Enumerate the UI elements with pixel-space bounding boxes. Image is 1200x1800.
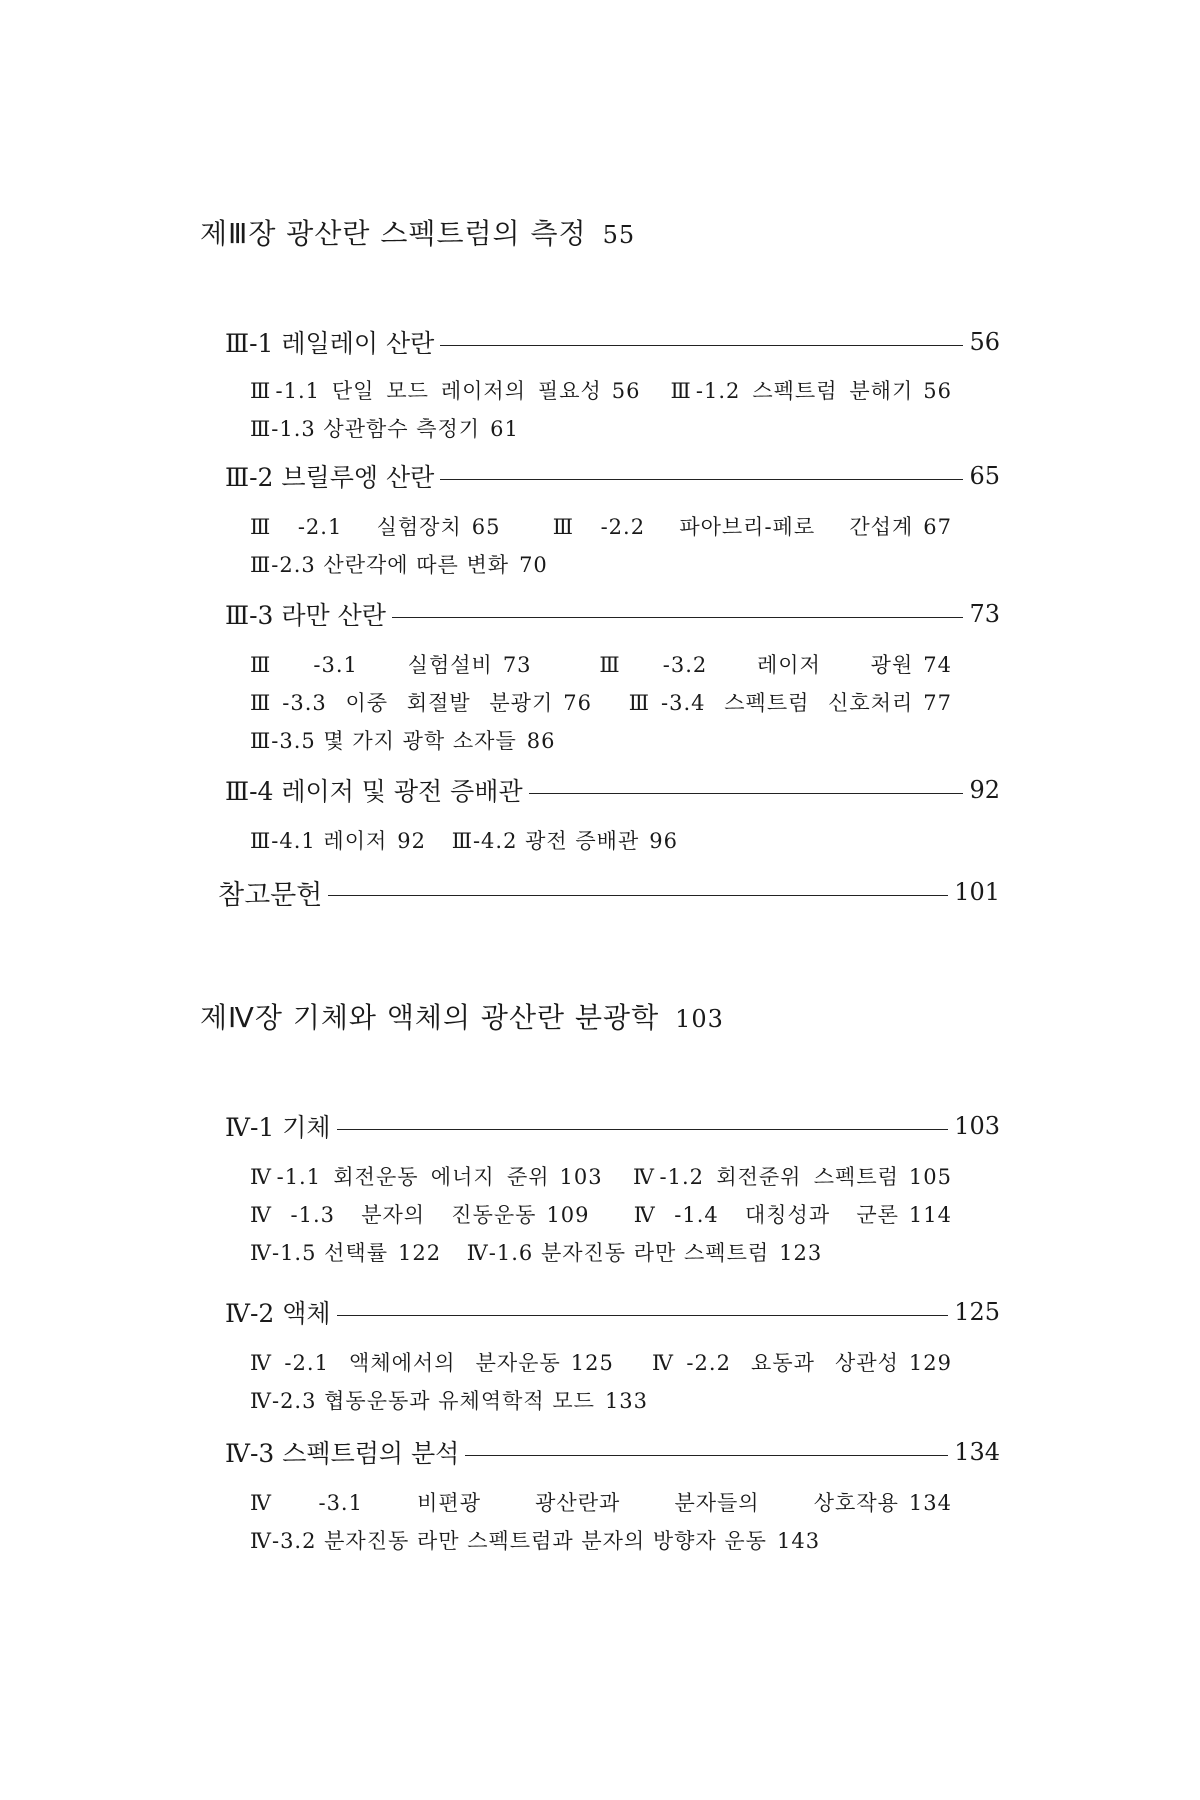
toc-subentry: [250, 1165, 603, 1189]
toc-subentry: [634, 1203, 952, 1227]
toc-subentry: [250, 553, 548, 577]
subentry-page: 133: [604, 1389, 649, 1413]
toc-subentry: [599, 653, 952, 677]
subentry-page: 125: [570, 1351, 614, 1375]
section-page-number: 65: [969, 462, 1000, 490]
subentry-label: Ⅳ-1.5 선택률: [250, 1241, 389, 1265]
subentry-label: Ⅲ-2.2 파아브리-페로 간섭계: [552, 515, 914, 539]
toc-subentry: [553, 515, 952, 539]
toc-subentry: [250, 1351, 614, 1375]
section-label: 참고문헌: [218, 879, 323, 911]
subentry-page: 109: [546, 1203, 590, 1227]
subentry-page: 74: [923, 653, 952, 677]
subentry-page: 105: [908, 1165, 952, 1189]
toc-subsections: [250, 372, 970, 448]
chapter-title: 제Ⅳ장 기체와 액체의 광산란 분광학: [200, 1001, 660, 1034]
toc-section: [225, 456, 1000, 496]
section-page-number: 125: [954, 1298, 1000, 1326]
leader-line: [328, 895, 948, 896]
subentry-label: Ⅳ-2.3 협동운동과 유체역학적 모드: [250, 1389, 595, 1413]
subentry-label: Ⅳ-1.6 분자진동 라만 스펙트럼: [466, 1241, 770, 1265]
subentry-label: Ⅲ-3.2 레이저 광원: [599, 653, 914, 677]
subentry-label: Ⅲ-2.3 산란각에 따른 변화: [250, 553, 510, 577]
leader-line: [440, 345, 963, 346]
toc-subsections: [250, 822, 970, 860]
subentry-label: Ⅲ-4.2 광전 증배관: [451, 829, 640, 853]
section-label: Ⅲ-1 레일레이 산란: [225, 329, 435, 358]
leader-line: [337, 1129, 949, 1130]
toc-section: [225, 322, 1000, 362]
subentry-label: Ⅲ-3.5 몇 가지 광학 소자들: [250, 729, 517, 753]
subentry-page: 67: [923, 515, 952, 539]
subentry-label: Ⅲ-3.1 실험설비: [250, 653, 493, 677]
subentry-label: Ⅳ-2.1 액체에서의 분자운동: [250, 1351, 561, 1375]
section-label: Ⅲ-2 브릴루엥 산란: [225, 463, 435, 492]
leader-line: [529, 793, 964, 794]
chapter-title: 제Ⅲ장 광산란 스펙트럼의 측정: [200, 217, 587, 250]
toc-subentry: [250, 653, 532, 677]
subentry-page: 77: [923, 691, 952, 715]
toc-section: [225, 1292, 1000, 1332]
section-label: Ⅳ-3 스펙트럼의 분석: [225, 1439, 460, 1468]
subentry-label: Ⅳ-1.1 회전운동 에너지 준위: [250, 1165, 550, 1189]
chapter-page-number: 55: [602, 221, 636, 249]
subentry-label: Ⅲ-3.3 이중 회절발 분광기: [250, 691, 554, 715]
subentry-label: Ⅲ-2.1 실험장치: [250, 515, 462, 539]
toc-subentry: [452, 829, 678, 853]
section-page-number: 92: [969, 776, 1000, 804]
subentry-page: 73: [502, 653, 532, 677]
subentry-label: Ⅳ-1.2 회전준위 스펙트럼: [632, 1165, 899, 1189]
toc-subsections: [250, 508, 970, 584]
toc-subentry: [250, 1241, 441, 1265]
toc-section-references: [218, 872, 1000, 912]
toc-section: [225, 770, 1000, 810]
toc-subentry: [250, 1529, 820, 1553]
section-label: Ⅳ-1 기체: [225, 1113, 331, 1142]
toc-subsections: [250, 646, 970, 760]
toc-subentry: [250, 515, 500, 539]
toc-subentry: [250, 1203, 590, 1227]
toc-subentry: [250, 379, 641, 403]
leader-line: [465, 1455, 948, 1456]
subentry-label: Ⅳ-3.1 비편광 광산란과 분자들의 상호작용: [250, 1491, 899, 1515]
section-page-number: 73: [969, 600, 1000, 628]
subentry-page: 96: [649, 829, 678, 853]
toc-subentry: [250, 1491, 952, 1515]
section-page-number: 103: [954, 1112, 1000, 1140]
subentry-label: Ⅲ-1.2 스펙트럼 분해기: [670, 379, 914, 403]
toc-subsections: [250, 1158, 970, 1272]
subentry-label: Ⅳ-2.2 요동과 상관성: [652, 1351, 899, 1375]
subentry-label: Ⅲ-1.1 단일 모드 레이저의 필요성: [250, 379, 602, 403]
subentry-label: Ⅲ-4.1 레이저: [250, 829, 388, 853]
leader-line: [337, 1315, 949, 1316]
toc-subentry: [467, 1241, 822, 1265]
subentry-page: 129: [908, 1351, 952, 1375]
subentry-label: Ⅳ-1.4 대칭성과 군론: [633, 1203, 899, 1227]
toc-subentry: [250, 829, 426, 853]
chapter-heading: [200, 996, 724, 1036]
toc-subsections: [250, 1344, 970, 1420]
toc-subentry: [250, 691, 592, 715]
subentry-page: 122: [398, 1241, 442, 1265]
subentry-page: 65: [471, 515, 501, 539]
subentry-label: Ⅲ-1.3 상관함수 측정기: [250, 417, 481, 441]
subentry-label: Ⅳ-3.2 분자진동 라만 스펙트럼과 분자의 방향자 운동: [250, 1529, 767, 1553]
section-page-number: 134: [954, 1438, 1000, 1466]
section-label: Ⅳ-2 액체: [225, 1299, 331, 1328]
leader-line: [392, 617, 963, 618]
toc-subentry: [670, 379, 952, 403]
subentry-page: 134: [908, 1491, 952, 1515]
section-label: Ⅲ-3 라만 산란: [225, 601, 386, 630]
toc-subentry: [250, 417, 519, 441]
toc-section: [225, 1106, 1000, 1146]
subentry-page: 76: [563, 691, 592, 715]
subentry-page: 70: [519, 553, 548, 577]
toc-subentry: [633, 1165, 952, 1189]
subentry-page: 56: [611, 379, 641, 403]
section-page-number: 101: [954, 878, 1000, 906]
subentry-page: 123: [779, 1241, 823, 1265]
toc-subentry: [629, 691, 952, 715]
subentry-label: Ⅲ-3.4 스펙트럼 신호처리: [628, 691, 914, 715]
subentry-label: Ⅳ-1.3 분자의 진동운동: [250, 1203, 537, 1227]
toc-subentry: [250, 1389, 648, 1413]
subentry-page: 56: [923, 379, 952, 403]
subentry-page: 86: [526, 729, 556, 753]
toc-subentry: [652, 1351, 952, 1375]
leader-line: [440, 479, 963, 480]
subentry-page: 61: [490, 417, 519, 441]
chapter-page-number: 103: [675, 1005, 724, 1033]
toc-section: [225, 1432, 1000, 1472]
section-label: Ⅲ-4 레이저 및 광전 증배관: [225, 777, 523, 806]
toc-section: [225, 594, 1000, 634]
section-page-number: 56: [969, 328, 1000, 356]
subentry-page: 92: [397, 829, 427, 853]
chapter-heading: [200, 212, 635, 252]
toc-subentry: [250, 729, 555, 753]
toc-subsections: [250, 1484, 970, 1560]
subentry-page: 143: [776, 1529, 821, 1553]
subentry-page: 103: [559, 1165, 603, 1189]
subentry-page: 114: [908, 1203, 952, 1227]
